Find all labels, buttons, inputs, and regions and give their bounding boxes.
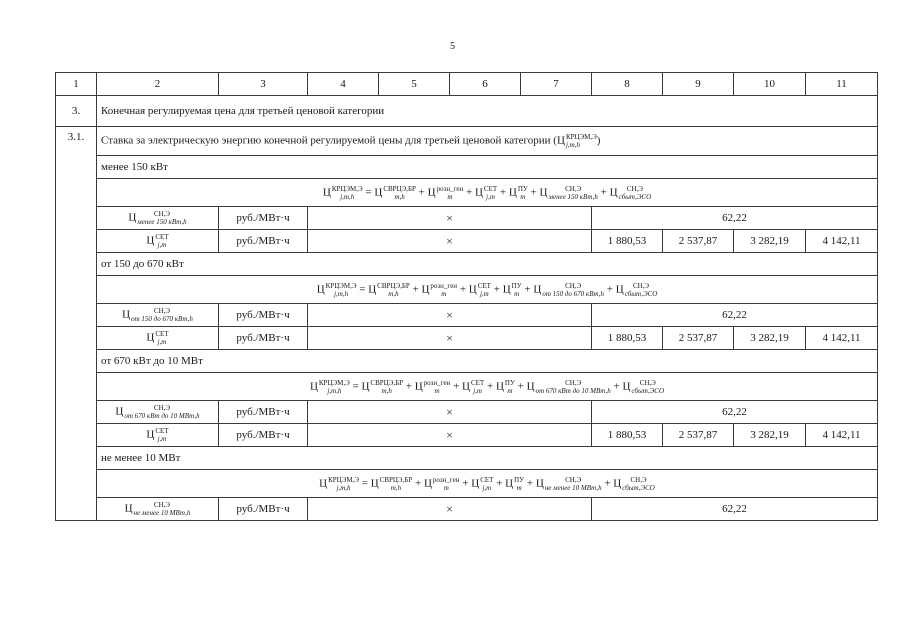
formula (97, 179, 878, 207)
formula-plus: + (493, 283, 500, 296)
group-label-row (56, 156, 878, 179)
formula-t6-sup: СН,Э (632, 281, 650, 290)
formula-row (56, 470, 878, 498)
formula-t5-sup: СН,Э (565, 475, 582, 484)
cross-cell: × (308, 207, 592, 230)
group-label-row (56, 350, 878, 373)
markup-sup: СН,Э (153, 404, 171, 412)
group-label: от 150 до 670 кВт (97, 253, 878, 276)
markup-symbol: Ц (124, 502, 133, 515)
formula-plus: + (524, 283, 531, 296)
formula-t4-sup: ПУ (511, 281, 522, 290)
formula-lhs-sub: j,m,h (336, 483, 351, 492)
markup-sup: СН,Э (153, 307, 171, 315)
rate-title-end: ) (596, 134, 601, 147)
markup-row (56, 207, 878, 230)
network-value: 4 142,11 (806, 327, 878, 350)
formula-plus: + (462, 477, 469, 490)
formula-t4-symbol: Ц (495, 380, 504, 393)
unit-cell: руб./МВт·ч (219, 498, 308, 521)
header-cell: 1 (56, 73, 97, 96)
formula-t4-symbol: Ц (502, 283, 511, 296)
formula-lhs-symbol: Ц (316, 283, 325, 296)
markup-symbol: Ц (128, 211, 137, 224)
formula-t6-sub: сбыт,ЭСО (618, 192, 652, 201)
formula-t3-sup: СЕТ (483, 184, 498, 193)
group-label-row (56, 447, 878, 470)
network-sub: j,m (157, 338, 167, 346)
formula-t5-symbol: Ц (539, 186, 548, 199)
formula-row (56, 373, 878, 401)
network-symbol-cell (97, 230, 219, 253)
formula-t4-sub: m (520, 192, 526, 201)
unit-cell: руб./МВт·ч (219, 401, 308, 424)
formula-lhs-sup: КРЦЭМ,Э (318, 378, 350, 387)
formula-t1-sup: СВРЦЭ,БР (383, 184, 416, 193)
formula-t5-sup: СН,Э (565, 184, 582, 193)
cross-cell: × (308, 327, 592, 350)
formula-plus: + (465, 186, 473, 199)
formula-t4-sup: ПУ (504, 378, 515, 387)
formula-row (56, 179, 878, 207)
formula-t1-symbol: Ц (368, 283, 377, 296)
network-value: 1 880,53 (592, 424, 663, 447)
network-value: 3 282,19 (734, 424, 806, 447)
formula-t6-sup: СН,Э (639, 378, 656, 387)
formula-t2-symbol: Ц (427, 186, 436, 199)
formula-t6-sup: СН,Э (630, 475, 647, 484)
rate-title-symbol: Ц (556, 134, 565, 147)
formula-t3-sub: j,m (479, 289, 489, 298)
rate-title-sup: КРЦЭМ,Э (565, 133, 597, 141)
network-value: 3 282,19 (734, 230, 806, 253)
cross-cell: × (308, 498, 592, 521)
markup-value: 62,22 (592, 304, 878, 327)
formula-t4-sub: m (514, 289, 520, 298)
formula-t2-sup: розн_ген (432, 475, 460, 484)
formula-t2-sup: розн_ген (430, 281, 458, 290)
group-label: от 670 кВт до 10 МВт (97, 350, 878, 373)
network-sup: СЕТ (155, 330, 169, 338)
markup-sub: от 670 кВт до 10 МВт,h (124, 412, 200, 420)
markup-symbol-cell (97, 207, 219, 230)
header-cell: 5 (379, 73, 450, 96)
rate-title-sub: j,m,h (565, 141, 580, 149)
markup-symbol: Ц (122, 308, 131, 321)
formula-t3-sub: j,m (473, 386, 482, 395)
formula-t3-sup: СЕТ (470, 378, 485, 387)
formula-t6-symbol: Ц (622, 380, 631, 393)
formula-plus: + (412, 283, 419, 296)
formula-t6-sub: сбыт,ЭСО (624, 289, 658, 298)
network-symbol: Ц (146, 428, 155, 441)
network-row (56, 424, 878, 447)
formula (97, 470, 878, 498)
formula-t5-symbol: Ц (533, 283, 542, 296)
formula-t3-symbol: Ц (468, 283, 477, 296)
formula-t1-symbol: Ц (370, 477, 379, 490)
header-cell: 8 (592, 73, 663, 96)
markup-symbol-cell (97, 498, 219, 521)
formula-t5-sup: СН,Э (565, 281, 582, 290)
header-cell: 2 (97, 73, 219, 96)
formula-t2-sub: m (443, 483, 449, 492)
formula-t6-sub: сбыт,ЭСО (631, 386, 665, 395)
formula-plus: + (526, 477, 534, 490)
formula-eq: = (352, 380, 359, 393)
unit-cell: руб./МВт·ч (219, 207, 308, 230)
formula-t4-sup: ПУ (517, 184, 528, 193)
network-value: 3 282,19 (734, 327, 806, 350)
formula (97, 276, 878, 304)
tariff-table (55, 72, 878, 521)
formula-t2-sub: m (441, 289, 447, 298)
formula-plus: + (613, 380, 620, 393)
markup-value: 62,22 (592, 207, 878, 230)
network-symbol-cell (97, 424, 219, 447)
header-cell: 11 (806, 73, 878, 96)
formula-plus: + (418, 186, 425, 199)
formula-t3-symbol: Ц (474, 186, 483, 199)
network-value: 2 537,87 (663, 424, 734, 447)
unit-cell: руб./МВт·ч (219, 327, 308, 350)
formula-plus: + (414, 477, 422, 490)
network-value: 4 142,11 (806, 424, 878, 447)
markup-row (56, 498, 878, 521)
network-value: 2 537,87 (663, 327, 734, 350)
formula-t2-symbol: Ц (414, 380, 423, 393)
formula-t3-symbol: Ц (471, 477, 480, 490)
network-sup: СЕТ (155, 233, 169, 241)
formula-t5-sup: СН,Э (565, 378, 582, 387)
formula-t5-sub: не менее 10 МВт,h (544, 483, 602, 492)
formula (97, 373, 878, 401)
section-title: Конечная регулируемая цена для третьей ценовой категории (97, 96, 878, 127)
formula-t5-sub: менее 150 кВт,h (548, 192, 598, 201)
formula-lhs-symbol: Ц (322, 186, 331, 199)
formula-t4-sub: m (516, 483, 522, 492)
formula-lhs-sup: КРЦЭМ,Э (325, 281, 357, 290)
formula-t1-symbol: Ц (361, 380, 370, 393)
formula-t3-sub: j,m (482, 483, 492, 492)
markup-sub: менее 150 кВт,h (137, 218, 187, 226)
markup-row (56, 401, 878, 424)
formula-row (56, 276, 878, 304)
markup-row (56, 304, 878, 327)
header-cell: 10 (734, 73, 806, 96)
formula-t2-sup: розн_ген (436, 184, 464, 193)
formula-eq: = (365, 186, 372, 199)
formula-t6-sup: СН,Э (626, 184, 643, 193)
formula-eq: = (361, 477, 368, 490)
network-value: 2 537,87 (663, 230, 734, 253)
rate-title-row (56, 127, 878, 156)
formula-t4-sub: m (507, 386, 513, 395)
markup-sup: СН,Э (153, 210, 171, 218)
markup-symbol-cell (97, 401, 219, 424)
formula-t3-sup: СЕТ (480, 475, 494, 484)
formula-plus: + (530, 186, 537, 199)
markup-symbol: Ц (115, 405, 124, 418)
formula-lhs-sub: j,m,h (334, 289, 349, 298)
formula-t2-sub: m (447, 192, 453, 201)
network-row (56, 230, 878, 253)
formula-lhs-sup: КРЦЭМ,Э (328, 475, 359, 484)
formula-plus: + (496, 477, 503, 490)
formula-t1-sup: СВРЦЭ,БР (370, 378, 403, 387)
network-sub: j,m (157, 435, 167, 443)
network-value: 1 880,53 (592, 327, 663, 350)
formula-t5-symbol: Ц (526, 380, 535, 393)
network-symbol: Ц (146, 331, 155, 344)
rate-title-text: Ставка за электрическую энергию конечной регулируемой цены для третьей ценовой категории ( (101, 134, 557, 147)
formula-plus: + (486, 380, 494, 393)
network-symbol-cell (97, 327, 219, 350)
rate-number: 3.1. (56, 127, 97, 521)
group-label: менее 150 кВт (97, 156, 878, 179)
network-symbol: Ц (146, 234, 155, 247)
formula-t6-symbol: Ц (615, 283, 624, 296)
cross-cell: × (308, 304, 592, 327)
rate-title (97, 127, 878, 156)
formula-lhs-sub: j,m,h (340, 192, 355, 201)
formula-t1-sup: СВРЦЭ,БР (379, 475, 413, 484)
unit-cell: руб./МВт·ч (219, 424, 308, 447)
markup-sup: СН,Э (153, 501, 171, 509)
network-value: 1 880,53 (592, 230, 663, 253)
formula-plus: + (499, 186, 507, 199)
formula-t2-sub: m (434, 386, 440, 395)
unit-cell: руб./МВт·ч (219, 304, 308, 327)
formula-t2-symbol: Ц (421, 283, 430, 296)
formula-t1-sub: m,h (390, 483, 402, 492)
markup-value: 62,22 (592, 401, 878, 424)
formula-t5-sub: от 670 кВт до 10 МВт,h (535, 386, 611, 395)
formula-t1-sub: m,h (388, 289, 399, 298)
formula-t1-sup: СВРЦЭ,БР (377, 281, 410, 290)
section-number: 3. (56, 96, 97, 127)
network-sub: j,m (157, 241, 167, 249)
formula-plus: + (517, 380, 524, 393)
formula-plus: + (604, 477, 611, 490)
formula-plus: + (453, 380, 460, 393)
header-row (56, 73, 878, 96)
group-label-row (56, 253, 878, 276)
header-cell: 4 (308, 73, 379, 96)
page-number: 5 (450, 41, 455, 52)
markup-sub: от 150 до 670 кВт,h (131, 315, 193, 323)
header-cell: 9 (663, 73, 734, 96)
markup-sub: не менее 10 МВт,h (133, 509, 191, 517)
formula-t3-symbol: Ц (462, 380, 470, 393)
formula-t6-symbol: Ц (613, 477, 622, 490)
formula-t2-symbol: Ц (423, 477, 432, 490)
formula-plus: + (459, 283, 467, 296)
formula-t1-sub: m,h (381, 386, 392, 395)
section-row (56, 96, 878, 127)
formula-lhs-symbol: Ц (319, 477, 328, 490)
formula-t5-symbol: Ц (535, 477, 544, 490)
network-value: 4 142,11 (806, 230, 878, 253)
markup-symbol-cell (97, 304, 219, 327)
markup-value: 62,22 (592, 498, 878, 521)
formula-plus: + (606, 283, 614, 296)
formula-lhs-symbol: Ц (309, 380, 318, 393)
header-cell: 3 (219, 73, 308, 96)
formula-t5-sub: от 150 до 670 кВт,h (542, 289, 605, 298)
formula-t2-sup: розн_ген (423, 378, 451, 387)
group-label: не менее 10 МВт (97, 447, 878, 470)
formula-t1-symbol: Ц (374, 186, 383, 199)
formula-lhs-sup: КРЦЭМ,Э (331, 184, 363, 193)
formula-plus: + (600, 186, 607, 199)
formula-t3-sub: j,m (486, 192, 495, 201)
formula-eq: = (359, 283, 366, 296)
network-sup: СЕТ (155, 427, 169, 435)
formula-t4-symbol: Ц (505, 477, 514, 490)
formula-t6-symbol: Ц (609, 186, 618, 199)
formula-t4-sup: ПУ (514, 475, 525, 484)
cross-cell: × (308, 401, 592, 424)
network-row (56, 327, 878, 350)
formula-t1-sub: m,h (394, 192, 405, 201)
cross-cell: × (308, 424, 592, 447)
formula-plus: + (405, 380, 412, 393)
header-cell: 6 (450, 73, 521, 96)
formula-lhs-sub: j,m,h (327, 386, 342, 395)
formula-t3-sup: СЕТ (477, 281, 491, 290)
cross-cell: × (308, 230, 592, 253)
unit-cell: руб./МВт·ч (219, 230, 308, 253)
formula-t4-symbol: Ц (508, 186, 517, 199)
formula-t6-sub: сбыт,ЭСО (622, 483, 655, 492)
header-cell: 7 (521, 73, 592, 96)
